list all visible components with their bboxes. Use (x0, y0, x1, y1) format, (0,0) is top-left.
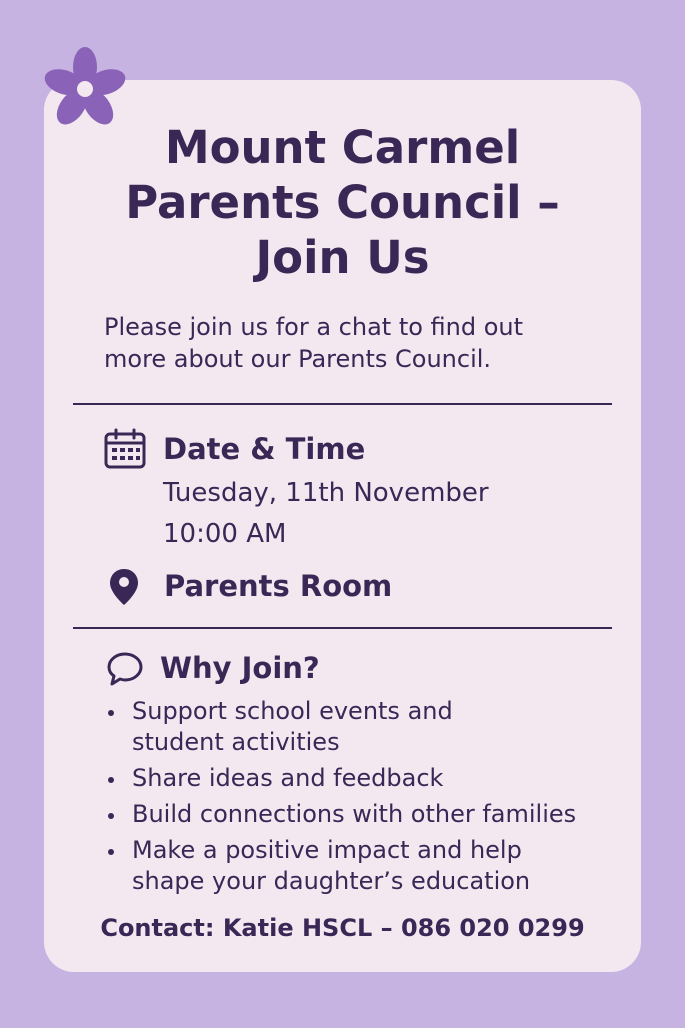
list-item (104, 696, 624, 758)
intro-text (104, 311, 604, 375)
intro-line-1: Please join us for a chat to find out (104, 313, 524, 341)
location-pin-icon (109, 568, 139, 606)
why-join-list (104, 696, 624, 902)
divider-bottom (73, 627, 612, 629)
list-item (104, 799, 624, 830)
chat-bubble-icon (106, 651, 144, 687)
flyer-title (60, 120, 625, 285)
list-item (104, 835, 624, 897)
title-line-2: Parents Council – (125, 176, 560, 229)
location-name: Parents Room (164, 569, 393, 603)
list-item-line: Make a positive impact and help (132, 836, 522, 864)
event-date: Tuesday, 11th November (163, 478, 489, 508)
divider-top (73, 403, 612, 405)
list-item (104, 763, 624, 794)
title-line-1: Mount Carmel (164, 121, 521, 174)
event-time: 10:00 AM (163, 519, 287, 549)
contact-info: Contact: Katie HSCL – 086 020 0299 (100, 914, 585, 942)
date-time-heading: Date & Time (163, 432, 366, 466)
why-join-heading: Why Join? (160, 651, 320, 685)
list-item-line: Support school events and (132, 697, 453, 725)
intro-line-2: more about our Parents Council. (104, 345, 492, 373)
list-item-line: Build connections with other families (132, 800, 577, 828)
list-item-line: Share ideas and feedback (132, 764, 444, 792)
calendar-icon (103, 428, 147, 470)
list-item-line: shape your daughter’s education (132, 867, 531, 895)
title-line-3: Join Us (255, 231, 430, 284)
list-item-line: student activities (132, 728, 340, 756)
